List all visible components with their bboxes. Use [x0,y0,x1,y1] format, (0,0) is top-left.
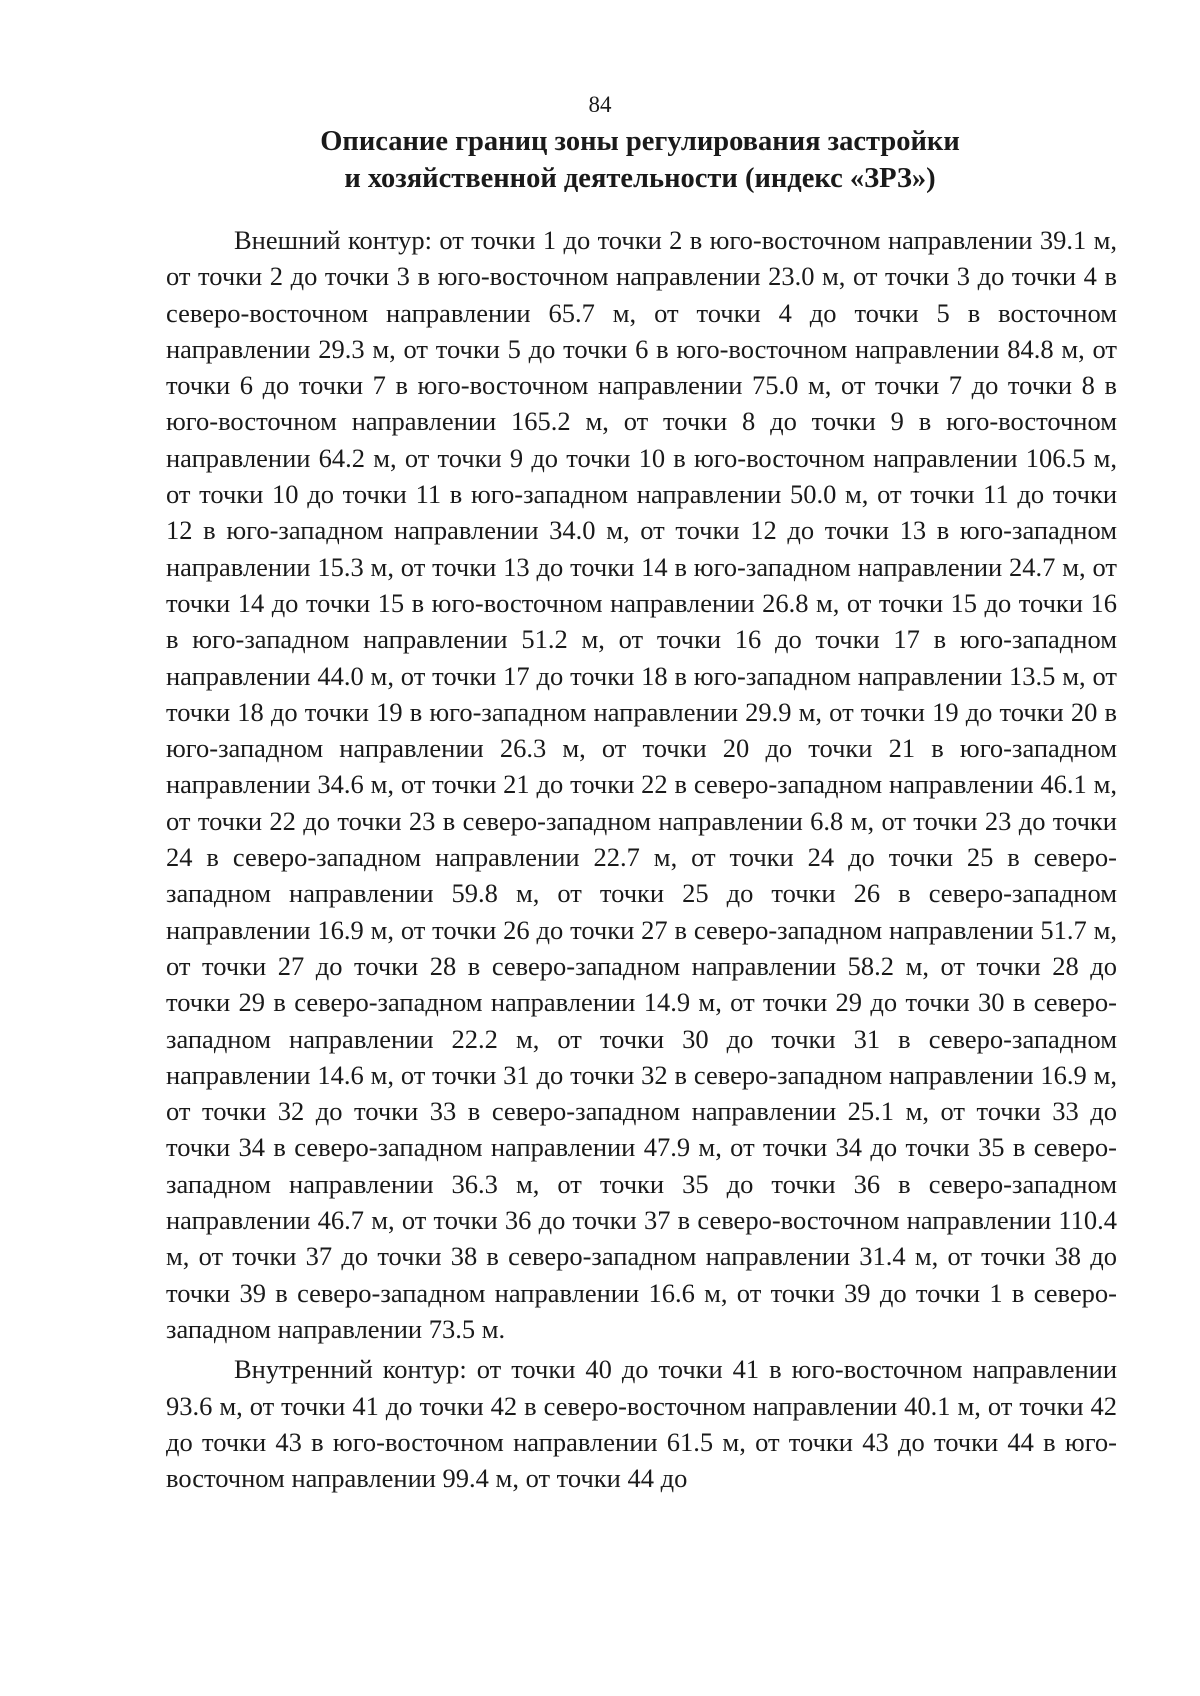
paragraph-inner-contour: Внутренний контур: от точки 40 до точки 41 в юго-восточном направлении 93.6 м, от точки 41 до точки 42 в северо-восточном направлении 40.1 м, от точки 42 до точки 43 в юго-восточном направлении 61.5 м, от точки 43 до точки 44 в юго-восточном направлении 99.4 м, от точки 44 до [166,1354,1117,1494]
title-line-2: и хозяйственной деятельности (индекс «ЗРЗ») [344,163,936,194]
document-title [160,123,1120,197]
document-body [166,222,1117,1496]
paragraph-outer-contour: Внешний контур: от точки 1 до точки 2 в юго-восточном направлении 39.1 м, от точки 2 до точки 3 в юго-восточном направлении 23.0 м, от точки 3 до точки 4 в северо-восточном направлении 65.7 м, от точки 4 до точки 5 в восточном направлении 29.3 м, от точки 5 до точки 6 в юго-восточном направлении 84.8 м, от точки 6 до точки 7 в юго-восточном направлении 75.0 м, от точки 7 до точки 8 в юго-восточном направлении 165.2 м, от точки 8 до точки 9 в юго-восточном направлении 64.2 м, от точки 9 до точки 10 в юго-восточном направлении 106.5 м, от точки 10 до точки 11 в юго-западном направлении 50.0 м, от точки 11 до точки 12 в юго-западном направлении 34.0 м, от точки 12 до точки 13 в юго-западном направлении 15.3 м, от точки 13 до точки 14 в юго-западном направлении 24.7 м, от точки 14 до точки 15 в юго-восточном направлении 26.8 м, от точки 15 до точки 16 в юго-западном направлении 51.2 м, от точки 16 до точки 17 в юго-западном направлении 44.0 м, от точки 17 до точки 18 в юго-западном направлении 13.5 м, от точки 18 до точки 19 в юго-западном направлении 29.9 м, от точки 19 до точки 20 в юго-западном направлении 26.3 м, от точки 20 до точки 21 в юго-западном направлении 34.6 м, от точки 21 до точки 22 в северо-западном направлении 46.1 м, от точки 22 до точки 23 в северо-западном направлении 6.8 м, от точки 23 до точки 24 в северо-западном направлении 22.7 м, от точки 24 до точки 25 в северо-западном направлении 59.8 м, от точки 25 до точки 26 в северо-западном направлении 16.9 м, от точки 26 до точки 27 в северо-западном направлении 51.7 м, от точки 27 до точки 28 в северо-западном направлении 58.2 м, от точки 28 до точки 29 в северо-западном направлении 14.9 м, от точки 29 до точки 30 в северо-западном направлении 22.2 м, от точки 30 до точки 31 в северо-западном направлении 14.6 м, от точки 31 до точки 32 в северо-западном направлении 16.9 м, от точки 32 до точки 33 в северо-западном направлении 25.1 м, от точки 33 до точки 34 в северо-западном направлении 47.9 м, от точки 34 до точки 35 в северо-западном направлении 36.3 м, от точки 35 до точки 36 в северо-западном направлении 46.7 м, от точки 36 до точки 37 в северо-восточном направлении 110.4 м, от точки 37 до точки 38 в северо-западном направлении 31.4 м, от точки 38 до точки 39 в северо-западном направлении 16.6 м, от точки 39 до точки 1 в северо-западном направлении 73.5 м. [166,225,1117,1344]
page-number: 84 [588,92,612,117]
title-line-1: Описание границ зоны регулирования застройки [320,126,960,157]
